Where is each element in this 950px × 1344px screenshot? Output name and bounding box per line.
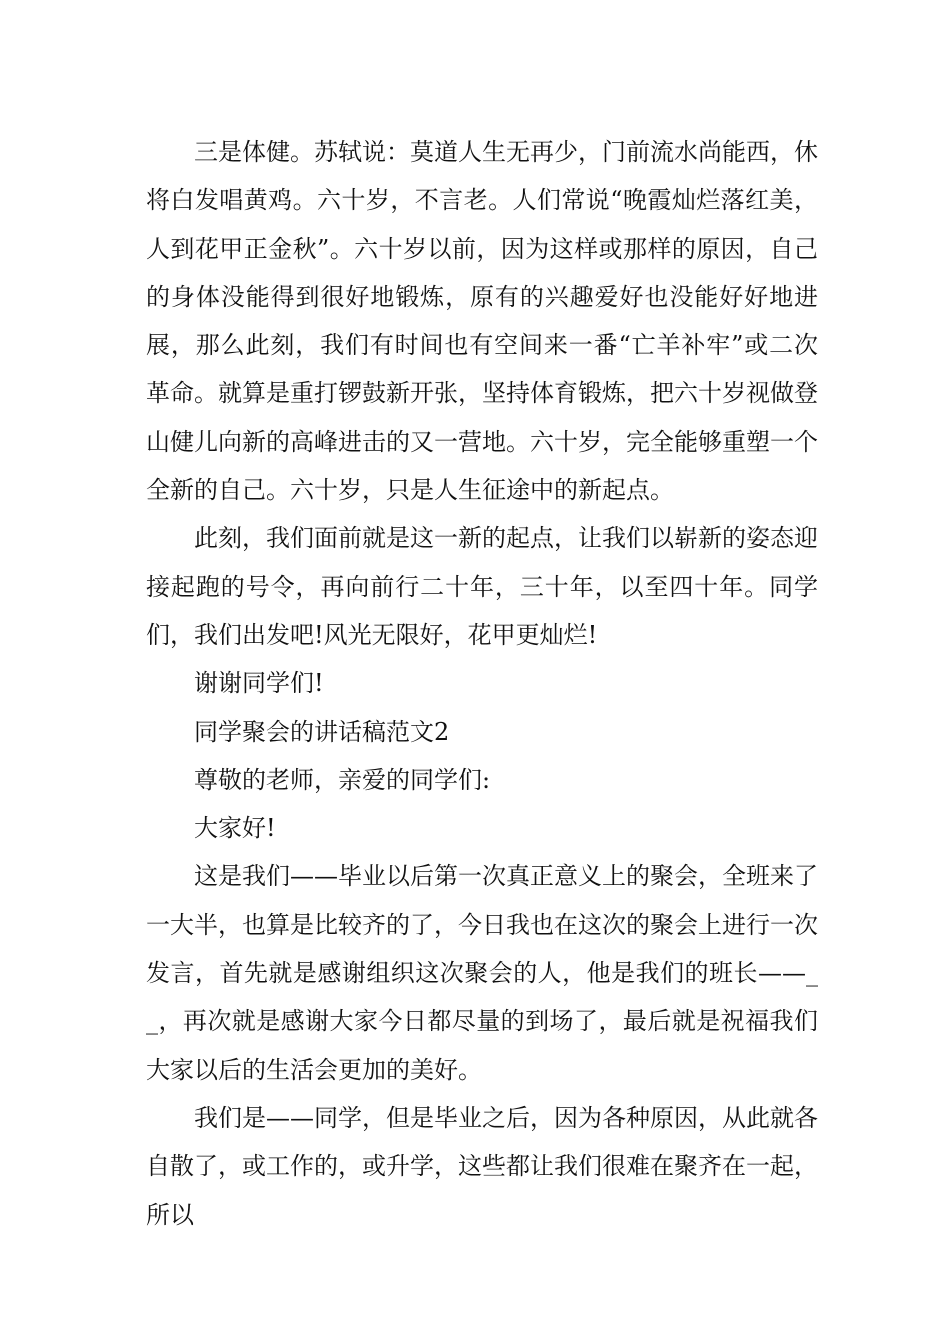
greeting: 大家好!: [194, 814, 276, 843]
paragraph-classmates: 我们是——同学，但是毕业之后，因为各种原因，从此就各自散了，或工作的，或升学，这些都让我们很难在聚齐在一起，所以: [146, 1103, 818, 1229]
section-title: 同学聚会的讲话稿范文2: [194, 717, 450, 746]
paragraph-health: 三是体健。苏轼说：莫道人生无再少，门前流水尚能西，休将白发唱黄鸡。六十岁，不言老。人们常说“晚霞灿烂落红美，人到花甲正金秋”。六十岁以前，因为这样或那样的原因，自己的身体没能得到很好地锻炼，原有的兴趣爱好也没能好好地进展，那么此刻，我们有时间也有空间来一番“亡羊补牢”或二次革命。就算是重打锣鼓新开张，坚持体育锻炼，把六十岁视做登山健儿向新的高峰进击的又一营地。六十岁，完全能够重塑一个全新的自己。六十岁，只是人生征途中的新起点。: [146, 138, 818, 505]
paragraph-first-reunion: 这是我们——毕业以后第一次真正意义上的聚会，全班来了一大半，也算是比较齐的了，今日我也在这次的聚会上进行一次发言，首先就是感谢组织这次聚会的人，他是我们的班长——__，再次就是感谢大家今日都尽量的到场了，最后就是祝福我们大家以后的生活会更加的美好。: [146, 862, 818, 1084]
document-body: [146, 128, 818, 1239]
salutation: 尊敬的老师，亲爱的同学们:: [194, 765, 491, 794]
paragraph-new-start: 此刻，我们面前就是这一新的起点，让我们以崭新的姿态迎接起跑的号令，再向前行二十年，三十年，以至四十年。同学们，我们出发吧!风光无限好，花甲更灿烂!: [146, 524, 818, 649]
paragraph-thanks: 谢谢同学们!: [194, 669, 324, 698]
